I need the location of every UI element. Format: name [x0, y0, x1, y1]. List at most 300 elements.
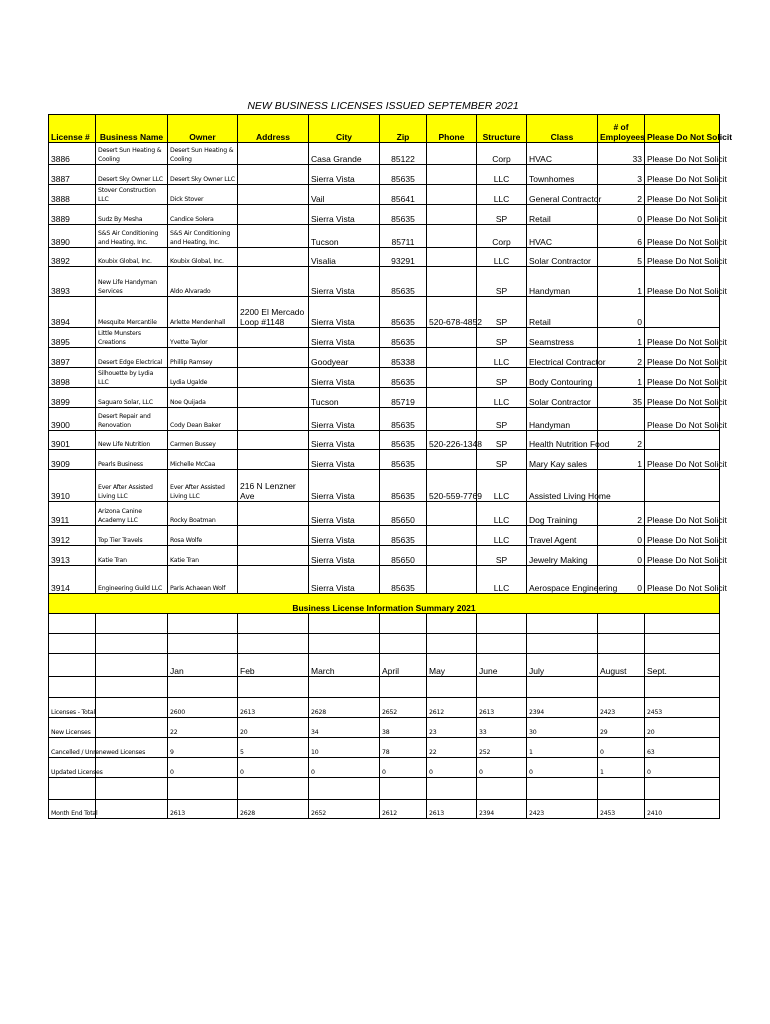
address [238, 225, 309, 248]
business-name: Pearls Business [96, 450, 168, 470]
summary-cell: 2423 [527, 800, 598, 819]
structure: LLC [477, 348, 527, 368]
structure: LLC [477, 248, 527, 267]
city: Sierra Vista [309, 566, 380, 594]
summary-cell: 9 [168, 738, 238, 758]
solicit: Please Do Not Solicit [645, 566, 720, 594]
header-owner: Owner [168, 115, 238, 143]
city: Sierra Vista [309, 297, 380, 328]
summary-cell [427, 614, 477, 634]
summary-cell: 29 [598, 718, 645, 738]
address [238, 388, 309, 408]
summary-row-label: Month End Total [49, 800, 96, 819]
zip: 85650 [380, 502, 427, 526]
structure: SP [477, 408, 527, 431]
summary-data-row [49, 698, 720, 718]
address [238, 546, 309, 566]
phone: 520-559-7769 [427, 470, 477, 502]
summary-cell: 2600 [168, 698, 238, 718]
license-number: 3910 [49, 470, 96, 502]
license-number: 3887 [49, 165, 96, 185]
header-license: License # [49, 115, 96, 143]
address [238, 368, 309, 388]
header-solicit: Please Do Not Solicit [645, 115, 720, 143]
zip: 85635 [380, 328, 427, 348]
summary-cell [477, 778, 527, 800]
phone [427, 450, 477, 470]
employees: 1 [598, 368, 645, 388]
license-number: 3912 [49, 526, 96, 546]
employees [598, 408, 645, 431]
summary-cell: 63 [645, 738, 720, 758]
summary-month: March [309, 654, 380, 677]
summary-month: July [527, 654, 598, 677]
zip: 85635 [380, 165, 427, 185]
table-row [49, 297, 720, 328]
summary-row-label [49, 614, 96, 634]
summary-cell [168, 614, 238, 634]
header-address: Address [238, 115, 309, 143]
structure: LLC [477, 470, 527, 502]
structure: LLC [477, 185, 527, 205]
phone [427, 348, 477, 368]
address [238, 185, 309, 205]
employees: 2 [598, 502, 645, 526]
summary-cell: 0 [309, 758, 380, 778]
summary-blank-cell [96, 718, 168, 738]
summary-cell: 2613 [168, 800, 238, 819]
summary-title-row [49, 594, 720, 614]
address [238, 502, 309, 526]
zip: 85635 [380, 267, 427, 297]
address [238, 267, 309, 297]
class: Seamstress [527, 328, 598, 348]
table-row [49, 225, 720, 248]
table-row [49, 470, 720, 502]
phone [427, 248, 477, 267]
phone [427, 165, 477, 185]
summary-blank-cell [96, 698, 168, 718]
employees: 0 [598, 205, 645, 225]
summary-cell [427, 677, 477, 698]
address [238, 566, 309, 594]
summary-cell [598, 778, 645, 800]
summary-cell: 1 [598, 758, 645, 778]
solicit [645, 297, 720, 328]
summary-cell: 2613 [427, 800, 477, 819]
phone [427, 408, 477, 431]
summary-cell: 2652 [380, 698, 427, 718]
class: Dog Training [527, 502, 598, 526]
employees: 0 [598, 297, 645, 328]
summary-cell [477, 614, 527, 634]
structure: SP [477, 328, 527, 348]
solicit: Please Do Not Solicit [645, 450, 720, 470]
license-number: 3893 [49, 267, 96, 297]
license-number: 3897 [49, 348, 96, 368]
solicit: Please Do Not Solicit [645, 205, 720, 225]
summary-month: April [380, 654, 427, 677]
license-number: 3886 [49, 143, 96, 165]
table-row [49, 388, 720, 408]
summary-cell: 2453 [645, 698, 720, 718]
summary-cell [645, 634, 720, 654]
summary-cell: 0 [238, 758, 309, 778]
solicit: Please Do Not Solicit [645, 328, 720, 348]
zip: 85650 [380, 546, 427, 566]
address [238, 328, 309, 348]
summary-cell: 23 [427, 718, 477, 738]
address [238, 450, 309, 470]
summary-title: Business License Information Summary 2021 [49, 594, 720, 614]
structure: SP [477, 267, 527, 297]
employees: 0 [598, 546, 645, 566]
zip: 85635 [380, 566, 427, 594]
summary-cell [168, 634, 238, 654]
header-business-name: Business Name [96, 115, 168, 143]
city: Tucson [309, 388, 380, 408]
owner-name: Phillip Ramsey [168, 348, 238, 368]
employees: 33 [598, 143, 645, 165]
employees: 1 [598, 450, 645, 470]
summary-blank-row [49, 778, 720, 800]
table-row [49, 408, 720, 431]
summary-cell: 0 [168, 758, 238, 778]
employees: 35 [598, 388, 645, 408]
business-name: Stover Construction LLC [96, 185, 168, 205]
license-number: 3914 [49, 566, 96, 594]
summary-cell [527, 614, 598, 634]
city: Visalia [309, 248, 380, 267]
summary-blank-cell [96, 634, 168, 654]
business-name: Desert Repair and Renovation [96, 408, 168, 431]
summary-cell: 22 [168, 718, 238, 738]
solicit: Please Do Not Solicit [645, 267, 720, 297]
summary-cell: 0 [380, 758, 427, 778]
summary-cell [380, 677, 427, 698]
solicit: Please Do Not Solicit [645, 248, 720, 267]
city: Sierra Vista [309, 328, 380, 348]
summary-cell: 10 [309, 738, 380, 758]
table-row [49, 185, 720, 205]
summary-cell [645, 614, 720, 634]
employees: 0 [598, 526, 645, 546]
business-name: Desert Sky Owner LLC [96, 165, 168, 185]
city: Sierra Vista [309, 267, 380, 297]
solicit: Please Do Not Solicit [645, 143, 720, 165]
city: Sierra Vista [309, 470, 380, 502]
city: Sierra Vista [309, 526, 380, 546]
solicit: Please Do Not Solicit [645, 185, 720, 205]
summary-cell: 2453 [598, 800, 645, 819]
table-row [49, 502, 720, 526]
owner-name: Katie Tran [168, 546, 238, 566]
summary-cell: 2628 [238, 800, 309, 819]
summary-cell [309, 778, 380, 800]
employees: 5 [598, 248, 645, 267]
summary-cell: 2652 [309, 800, 380, 819]
structure: Corp [477, 143, 527, 165]
solicit: Please Do Not Solicit [645, 546, 720, 566]
summary-month: August [598, 654, 645, 677]
business-name: Arizona Canine Academy LLC [96, 502, 168, 526]
address [238, 526, 309, 546]
table-row [49, 348, 720, 368]
summary-cell [168, 778, 238, 800]
class: Travel Agent [527, 526, 598, 546]
license-number: 3889 [49, 205, 96, 225]
address [238, 431, 309, 450]
city: Sierra Vista [309, 205, 380, 225]
license-number: 3901 [49, 431, 96, 450]
class: General Contractor [527, 185, 598, 205]
class: Townhomes [527, 165, 598, 185]
employees: 1 [598, 328, 645, 348]
class: Mary Kay sales [527, 450, 598, 470]
summary-cell: 2423 [598, 698, 645, 718]
table-row [49, 165, 720, 185]
header-employees: # of Employees [598, 115, 645, 143]
header-city: City [309, 115, 380, 143]
summary-month: May [427, 654, 477, 677]
class: HVAC [527, 143, 598, 165]
summary-cell [238, 614, 309, 634]
structure: LLC [477, 165, 527, 185]
summary-cell: 2628 [309, 698, 380, 718]
city: Sierra Vista [309, 450, 380, 470]
header-row [49, 115, 720, 143]
summary-cell [527, 677, 598, 698]
class: Jewelry Making [527, 546, 598, 566]
phone [427, 368, 477, 388]
summary-cell [598, 677, 645, 698]
summary-cell [645, 677, 720, 698]
structure: LLC [477, 388, 527, 408]
summary-cell: 20 [645, 718, 720, 738]
summary-row-label [49, 778, 96, 800]
table-row [49, 526, 720, 546]
license-number: 3899 [49, 388, 96, 408]
address: 216 N Lenzner Ave [238, 470, 309, 502]
licenses-table [48, 114, 733, 819]
class: Retail [527, 297, 598, 328]
summary-cell [238, 778, 309, 800]
summary-blank-row [49, 634, 720, 654]
owner-name: Noe Quijada [168, 388, 238, 408]
solicit: Please Do Not Solicit [645, 502, 720, 526]
owner-name: Carmen Bussey [168, 431, 238, 450]
owner-name: Paris Achaean Wolf [168, 566, 238, 594]
class: Handyman [527, 408, 598, 431]
zip: 85635 [380, 297, 427, 328]
zip: 85719 [380, 388, 427, 408]
summary-cell: 0 [477, 758, 527, 778]
page-title: NEW BUSINESS LICENSES ISSUED SEPTEMBER 2021 [247, 100, 519, 112]
table-row [49, 566, 720, 594]
summary-cell [477, 677, 527, 698]
owner-name: Arlette Mendenhall [168, 297, 238, 328]
summary-cell: 0 [645, 758, 720, 778]
business-name: Little Munsters Creations [96, 328, 168, 348]
table-row [49, 450, 720, 470]
owner-name: Dick Stover [168, 185, 238, 205]
class: Body Contouring [527, 368, 598, 388]
class: Health Nutrition Food [527, 431, 598, 450]
employees: 2 [598, 348, 645, 368]
header-phone: Phone [427, 115, 477, 143]
summary-blank-cell [96, 614, 168, 634]
employees: 2 [598, 185, 645, 205]
summary-blank-cell [96, 778, 168, 800]
summary-cell: 33 [477, 718, 527, 738]
phone [427, 328, 477, 348]
structure: SP [477, 450, 527, 470]
summary-cell: 0 [427, 758, 477, 778]
phone [427, 143, 477, 165]
city: Vail [309, 185, 380, 205]
owner-name: Rosa Wolfe [168, 526, 238, 546]
owner-name: Michelle McCaa [168, 450, 238, 470]
city: Sierra Vista [309, 546, 380, 566]
business-name: S&S Air Conditioning and Heating, Inc. [96, 225, 168, 248]
address [238, 248, 309, 267]
address: 2200 El Mercado Loop #1148 [238, 297, 309, 328]
summary-blank-cell [96, 800, 168, 819]
summary-row-label: New Licenses [49, 718, 96, 738]
table-row [49, 368, 720, 388]
header-structure: Structure [477, 115, 527, 143]
summary-cell: 2394 [527, 698, 598, 718]
summary-blank-cell [96, 677, 168, 698]
solicit [645, 431, 720, 450]
summary-cell: 1 [527, 738, 598, 758]
summary-blank-cell [96, 654, 168, 677]
business-name: Mesquite Mercantile [96, 297, 168, 328]
summary-data-row [49, 738, 720, 758]
phone [427, 205, 477, 225]
summary-cell: 0 [527, 758, 598, 778]
address [238, 165, 309, 185]
solicit: Please Do Not Solicit [645, 526, 720, 546]
header-class: Class [527, 115, 598, 143]
summary-cell [309, 677, 380, 698]
license-number: 3894 [49, 297, 96, 328]
owner-name: Lydia Ugalde [168, 368, 238, 388]
class: Electrical Contractor [527, 348, 598, 368]
table-row [49, 431, 720, 450]
zip: 85338 [380, 348, 427, 368]
summary-row-label: Licenses - Total [49, 698, 96, 718]
address [238, 348, 309, 368]
solicit: Please Do Not Solicit [645, 408, 720, 431]
structure: Corp [477, 225, 527, 248]
structure: SP [477, 368, 527, 388]
summary-row-label: Cancelled / Unrenewed Licenses [49, 738, 96, 758]
employees: 3 [598, 165, 645, 185]
summary-cell: 252 [477, 738, 527, 758]
table-row [49, 205, 720, 225]
summary-cell [380, 614, 427, 634]
summary-row-label: Updated Licenses [49, 758, 96, 778]
summary-cell: 2612 [380, 800, 427, 819]
solicit: Please Do Not Solicit [645, 165, 720, 185]
business-name: Ever After Assisted Living LLC [96, 470, 168, 502]
summary-row-label [49, 677, 96, 698]
zip: 85635 [380, 450, 427, 470]
summary-cell [380, 778, 427, 800]
summary-cell: 2410 [645, 800, 720, 819]
license-number: 3888 [49, 185, 96, 205]
summary-cell: 78 [380, 738, 427, 758]
structure: LLC [477, 526, 527, 546]
summary-month: Sept. [645, 654, 720, 677]
license-number: 3911 [49, 502, 96, 526]
summary-cell: 20 [238, 718, 309, 738]
zip: 85641 [380, 185, 427, 205]
summary-month: Feb [238, 654, 309, 677]
zip: 85635 [380, 205, 427, 225]
summary-months-row [49, 654, 720, 677]
summary-blank-row [49, 677, 720, 698]
business-name: Silhouette by Lydia LLC [96, 368, 168, 388]
phone [427, 566, 477, 594]
summary-blank-row [49, 614, 720, 634]
owner-name: Yvette Taylor [168, 328, 238, 348]
solicit [645, 470, 720, 502]
business-name: Desert Sun Heating & Cooling [96, 143, 168, 165]
table-row [49, 248, 720, 267]
structure: SP [477, 297, 527, 328]
owner-name: Ever After Assisted Living LLC [168, 470, 238, 502]
owner-name: Desert Sun Heating & Cooling [168, 143, 238, 165]
business-name: Koubix Global, Inc. [96, 248, 168, 267]
summary-cell [238, 634, 309, 654]
summary-cell: 2612 [427, 698, 477, 718]
summary-cell: 38 [380, 718, 427, 738]
employees: 0 [598, 566, 645, 594]
address [238, 143, 309, 165]
owner-name: Candice Solera [168, 205, 238, 225]
summary-cell [309, 614, 380, 634]
table-row [49, 328, 720, 348]
summary-data-row [49, 758, 720, 778]
summary-cell [168, 677, 238, 698]
business-name: Engineering Guild LLC [96, 566, 168, 594]
owner-name: Desert Sky Owner LLC [168, 165, 238, 185]
summary-cell [380, 634, 427, 654]
employees: 2 [598, 431, 645, 450]
phone [427, 526, 477, 546]
license-number: 3890 [49, 225, 96, 248]
phone [427, 388, 477, 408]
business-name: New Life Handyman Services [96, 267, 168, 297]
phone [427, 502, 477, 526]
summary-cell [527, 778, 598, 800]
city: Sierra Vista [309, 408, 380, 431]
summary-cell [427, 778, 477, 800]
phone [427, 267, 477, 297]
license-number: 3898 [49, 368, 96, 388]
table-row [49, 267, 720, 297]
solicit: Please Do Not Solicit [645, 388, 720, 408]
class: HVAC [527, 225, 598, 248]
class: Aerospace Engineering [527, 566, 598, 594]
summary-cell [527, 634, 598, 654]
phone: 520-226-1348 [427, 431, 477, 450]
class: Assisted Living Home [527, 470, 598, 502]
structure: LLC [477, 566, 527, 594]
owner-name: Aldo Alvarado [168, 267, 238, 297]
